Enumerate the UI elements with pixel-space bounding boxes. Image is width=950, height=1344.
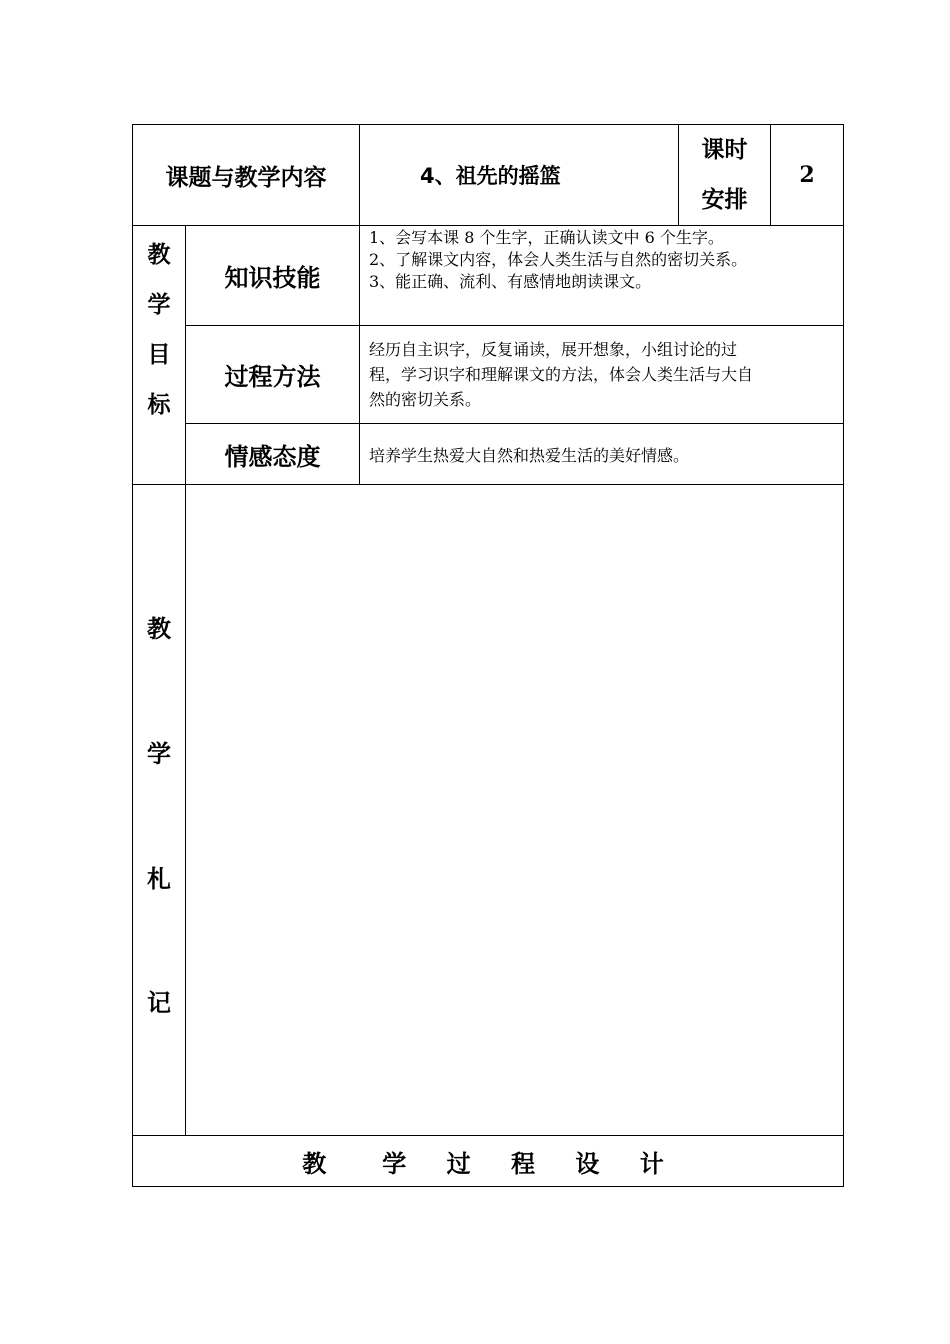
objectives-char: 标 — [147, 392, 171, 418]
objectives-char: 学 — [147, 292, 171, 318]
objectives-group-label — [133, 226, 185, 484]
objectives-char: 目 — [147, 342, 171, 368]
topic-label: 课题与教学内容 — [165, 164, 327, 191]
lesson-title: 4、祖先的摇篮 — [420, 164, 561, 188]
notes-group-label — [133, 485, 185, 1135]
knowledge-content — [369, 227, 839, 323]
emotion-label: 情感态度 — [224, 442, 321, 471]
border-line — [132, 1186, 844, 1187]
notes-char: 札 — [147, 865, 171, 893]
process-line: 然的密切关系。 — [369, 390, 482, 409]
process-line: 程，学习识字和理解课文的方法，体会人类生活与大自 — [369, 365, 754, 384]
process-line: 经历自主识字，反复诵读，展开想象，小组讨论的过 — [369, 340, 738, 359]
schedule-label — [679, 125, 770, 225]
knowledge-item: 3、能正确、流利、有感情地朗读课文。 — [369, 272, 652, 291]
process-content — [369, 337, 839, 417]
emotion-content: 培养学生热爱大自然和热爱生活的美好情感。 — [369, 445, 690, 465]
notes-char: 教 — [147, 615, 171, 643]
objectives-char: 教 — [147, 242, 171, 268]
notes-char: 学 — [147, 740, 171, 768]
process-label: 过程方法 — [224, 363, 321, 391]
design-title: 教 学 过 程 设 计 — [302, 1149, 680, 1178]
border-line — [843, 124, 844, 1187]
notes-area[interactable] — [186, 485, 843, 1135]
knowledge-item: 1、会写本课 8 个生字，正确认读文中 6 个生字。 — [369, 228, 724, 247]
periods-value: 2 — [799, 162, 815, 188]
schedule-label-line-1: 课时 — [701, 137, 748, 163]
notes-char: 记 — [147, 989, 171, 1017]
schedule-label-line-2: 安排 — [701, 187, 748, 213]
knowledge-item: 2、了解课文内容，体会人类生活与自然的密切关系。 — [369, 250, 748, 269]
knowledge-label: 知识技能 — [224, 264, 321, 292]
